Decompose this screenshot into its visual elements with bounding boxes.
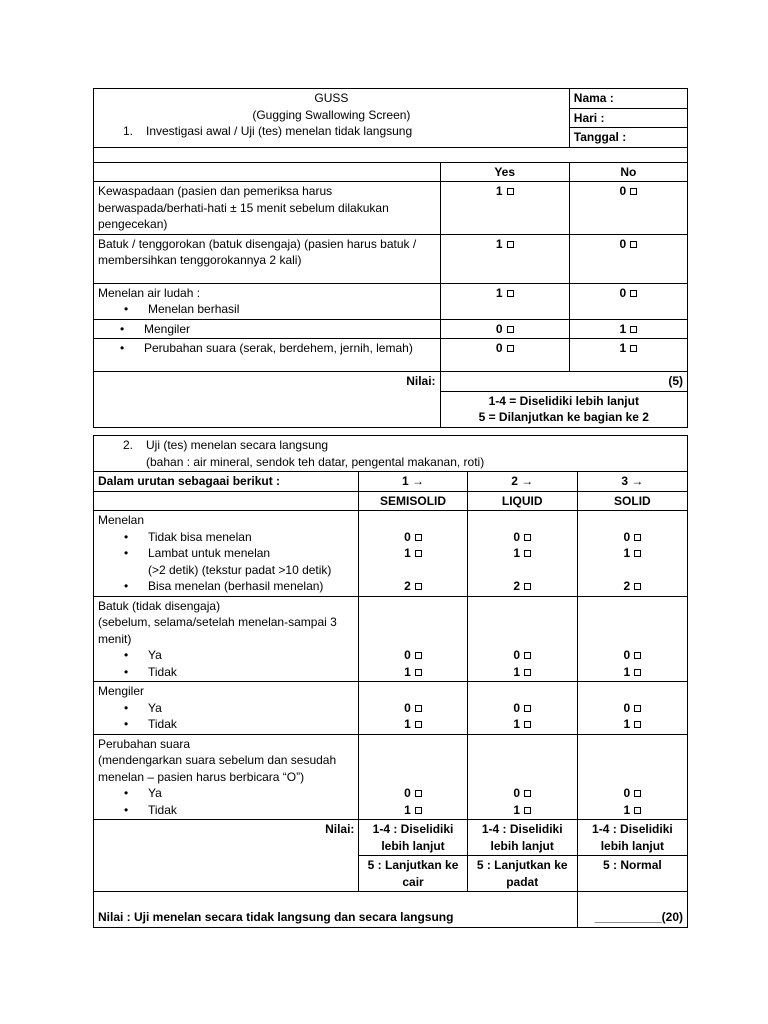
bullet-icon: •	[120, 341, 125, 355]
yes-cell[interactable]: 1	[440, 234, 569, 283]
yes-cell[interactable]: 1	[440, 283, 569, 319]
yes-cell[interactable]: 0	[440, 339, 569, 372]
urutan-label: Dalam urutan sebagaai berikut :	[94, 472, 359, 492]
bullet-tidak: • Tidak	[124, 802, 177, 817]
bullet-tidak-bisa: • Tidak bisa menelan	[124, 529, 252, 544]
blank-header	[94, 491, 359, 511]
batuk-block	[94, 596, 359, 682]
suara-block	[94, 734, 359, 820]
liquid-menelan[interactable]: 0 1 2	[467, 511, 577, 597]
tanggal-field[interactable]: Tanggal :	[569, 128, 687, 148]
checkbox-icon[interactable]	[415, 583, 422, 590]
bullet-bisa: • Bisa menelan (berhasil menelan)	[124, 579, 324, 593]
checkbox-icon[interactable]	[507, 241, 514, 248]
checkbox-icon[interactable]	[524, 583, 531, 590]
res-a-semisolid: 1-4 : Diselidiki lebih lanjut	[359, 820, 467, 856]
checkbox-icon[interactable]	[415, 790, 422, 797]
bullet-ya: • Ya	[124, 786, 162, 800]
checkbox-icon[interactable]	[415, 652, 422, 659]
checkbox-icon[interactable]	[524, 807, 531, 814]
solid-batuk[interactable]: 0 1	[577, 596, 687, 682]
res-b-liquid: 5 : Lanjutkan ke padat	[467, 856, 577, 892]
row-menelan-air-ludah	[94, 283, 441, 319]
menelan-block	[94, 511, 359, 597]
no-cell[interactable]: 1	[569, 339, 687, 372]
section2-table	[93, 435, 688, 928]
section1-heading: Investigasi awal / Uji (tes) menelan tidak langsung	[146, 124, 413, 138]
semisolid-batuk[interactable]: 0 1	[359, 596, 467, 682]
spacer-row	[94, 147, 688, 162]
no-cell[interactable]: 1	[569, 319, 687, 339]
nilai-result	[440, 391, 687, 427]
checkbox-icon[interactable]	[524, 669, 531, 676]
checkbox-icon[interactable]	[634, 807, 641, 814]
mengiler-block	[94, 682, 359, 735]
checkbox-icon[interactable]	[415, 534, 422, 541]
bullet-tidak: • Tidak	[124, 664, 177, 679]
checkbox-icon[interactable]	[630, 188, 637, 195]
checkbox-icon[interactable]	[415, 807, 422, 814]
step-1: 1 →	[359, 472, 467, 492]
guss-subtitle: (Gugging Swallowing Screen)	[252, 107, 411, 122]
bullet-menelan-berhasil: • Menelan berhasil	[124, 302, 240, 316]
checkbox-icon[interactable]	[507, 326, 514, 333]
guss-header	[94, 89, 570, 148]
checkbox-icon[interactable]	[507, 188, 514, 195]
checkbox-icon[interactable]	[507, 345, 514, 352]
checkbox-icon[interactable]	[630, 326, 637, 333]
checkbox-icon[interactable]	[634, 705, 641, 712]
menelan-title: Menelan	[98, 513, 145, 527]
bullet-ya: • Ya	[124, 648, 162, 662]
yes-cell[interactable]: 0	[440, 319, 569, 339]
nilai-label: Nilai:	[94, 372, 441, 428]
batuk-title: Batuk (tidak disengaja)	[98, 598, 221, 613]
semisolid-menelan[interactable]: 0 1 2	[359, 511, 467, 597]
bullet-icon: •	[120, 321, 125, 336]
res-a-solid: 1-4 : Diselidiki lebih lanjut	[577, 820, 687, 856]
res-b-solid: 5 : Normal	[577, 856, 687, 892]
liquid-batuk[interactable]: 0 1	[467, 596, 577, 682]
checkbox-icon[interactable]	[524, 790, 531, 797]
row-batuk: Batuk / tenggorokan (batuk disengaja) (pasien harus batuk / membersihkan tenggorokannya 2 kali)	[94, 234, 441, 283]
bullet-perubahan-suara: • Perubahan suara (serak, berdehem, jernih, lemah)	[94, 339, 441, 372]
col-solid: SOLID	[577, 491, 687, 511]
res-a-liquid: 1-4 : Diselidiki lebih lanjut	[467, 820, 577, 856]
result-line-2: 5 = Dilanjutkan ke bagian ke 2	[478, 410, 649, 424]
checkbox-icon[interactable]	[415, 705, 422, 712]
solid-suara[interactable]: 0 1	[577, 734, 687, 820]
checkbox-icon[interactable]	[630, 290, 637, 297]
checkbox-icon[interactable]	[524, 652, 531, 659]
footer-label: Nilai : Uji menelan secara tidak langsung dan secara langsung	[94, 892, 578, 928]
checkbox-icon[interactable]	[507, 290, 514, 297]
row-kewaspadaan: Kewaspadaan (pasien dan pemeriksa harus berwaspada/berhati-hati ± 15 menit sebelum dilakukan pengecekan)	[94, 182, 441, 235]
solid-menelan[interactable]: 0 1 2	[577, 511, 687, 597]
checkbox-icon[interactable]	[415, 721, 422, 728]
checkbox-icon[interactable]	[634, 652, 641, 659]
checkbox-icon[interactable]	[634, 790, 641, 797]
batuk-desc: (sebelum, selama/setelah menelan-sampai 3 menit)	[98, 615, 337, 646]
blank-header	[94, 162, 441, 182]
guss-title: GUSS	[314, 91, 349, 105]
liquid-suara[interactable]: 0 1	[467, 734, 577, 820]
checkbox-icon[interactable]	[634, 550, 641, 557]
mengiler-title: Mengiler	[98, 684, 145, 698]
lambat-note: (>2 detik) (tekstur padat >10 detik)	[148, 562, 332, 577]
checkbox-icon[interactable]	[524, 534, 531, 541]
res-b-semisolid: 5 : Lanjutkan ke cair	[359, 856, 467, 892]
section2-heading: Uji (tes) menelan secara langsung	[146, 438, 329, 452]
checkbox-icon[interactable]	[634, 583, 641, 590]
col-no: No	[569, 162, 687, 182]
suara-desc: (mendengarkan suara sebelum dan sesudah menelan – pasien harus berbicara “O”)	[98, 753, 337, 784]
menelan-air-ludah-label: Menelan air ludah :	[98, 285, 201, 300]
checkbox-icon[interactable]	[524, 721, 531, 728]
bullet-lambat: • Lambat untuk menelan	[124, 546, 271, 560]
checkbox-icon[interactable]	[630, 345, 637, 352]
no-cell[interactable]: 0	[569, 283, 687, 319]
semisolid-mengiler[interactable]: 0 1	[359, 682, 467, 735]
bullet-tidak: • Tidak	[124, 717, 177, 731]
semisolid-suara[interactable]: 0 1	[359, 734, 467, 820]
step-2: 2 →	[467, 472, 577, 492]
hari-field[interactable]: Hari :	[569, 108, 687, 128]
suara-title: Perubahan suara	[98, 736, 191, 751]
checkbox-icon[interactable]	[415, 669, 422, 676]
step-3: 3 →	[577, 472, 687, 492]
heading-number: 2.	[123, 438, 134, 452]
nama-field[interactable]: Nama :	[569, 89, 687, 109]
footer-score[interactable]: __________(20)	[577, 892, 687, 928]
checkbox-icon[interactable]	[634, 534, 641, 541]
no-cell[interactable]: 0	[569, 234, 687, 283]
solid-mengiler[interactable]: 0 1	[577, 682, 687, 735]
bullet-ya: • Ya	[124, 700, 162, 715]
col-liquid: LIQUID	[467, 491, 577, 511]
bullet-mengiler: • Mengiler	[94, 319, 441, 339]
section1-table	[93, 88, 688, 428]
col-semisolid: SEMISOLID	[359, 491, 467, 511]
bullet-icon: •	[124, 302, 129, 316]
section2-heading-cell	[94, 436, 688, 472]
checkbox-icon[interactable]	[415, 550, 422, 557]
bahan-text: (bahan : air mineral, sendok teh datar, pengental makanan, roti)	[146, 454, 485, 469]
checkbox-icon[interactable]	[524, 705, 531, 712]
nilai-label: Nilai:	[94, 820, 359, 892]
liquid-mengiler[interactable]: 0 1	[467, 682, 577, 735]
yes-cell[interactable]: 1	[440, 182, 569, 235]
no-cell[interactable]: 0	[569, 182, 687, 235]
nilai-score[interactable]: (5)	[440, 372, 687, 392]
heading-number: 1.	[123, 124, 134, 138]
checkbox-icon[interactable]	[524, 550, 531, 557]
checkbox-icon[interactable]	[630, 241, 637, 248]
checkbox-icon[interactable]	[634, 721, 641, 728]
checkbox-icon[interactable]	[634, 669, 641, 676]
col-yes: Yes	[440, 162, 569, 182]
result-line-1: 1-4 = Diselidiki lebih lanjut	[488, 393, 639, 408]
